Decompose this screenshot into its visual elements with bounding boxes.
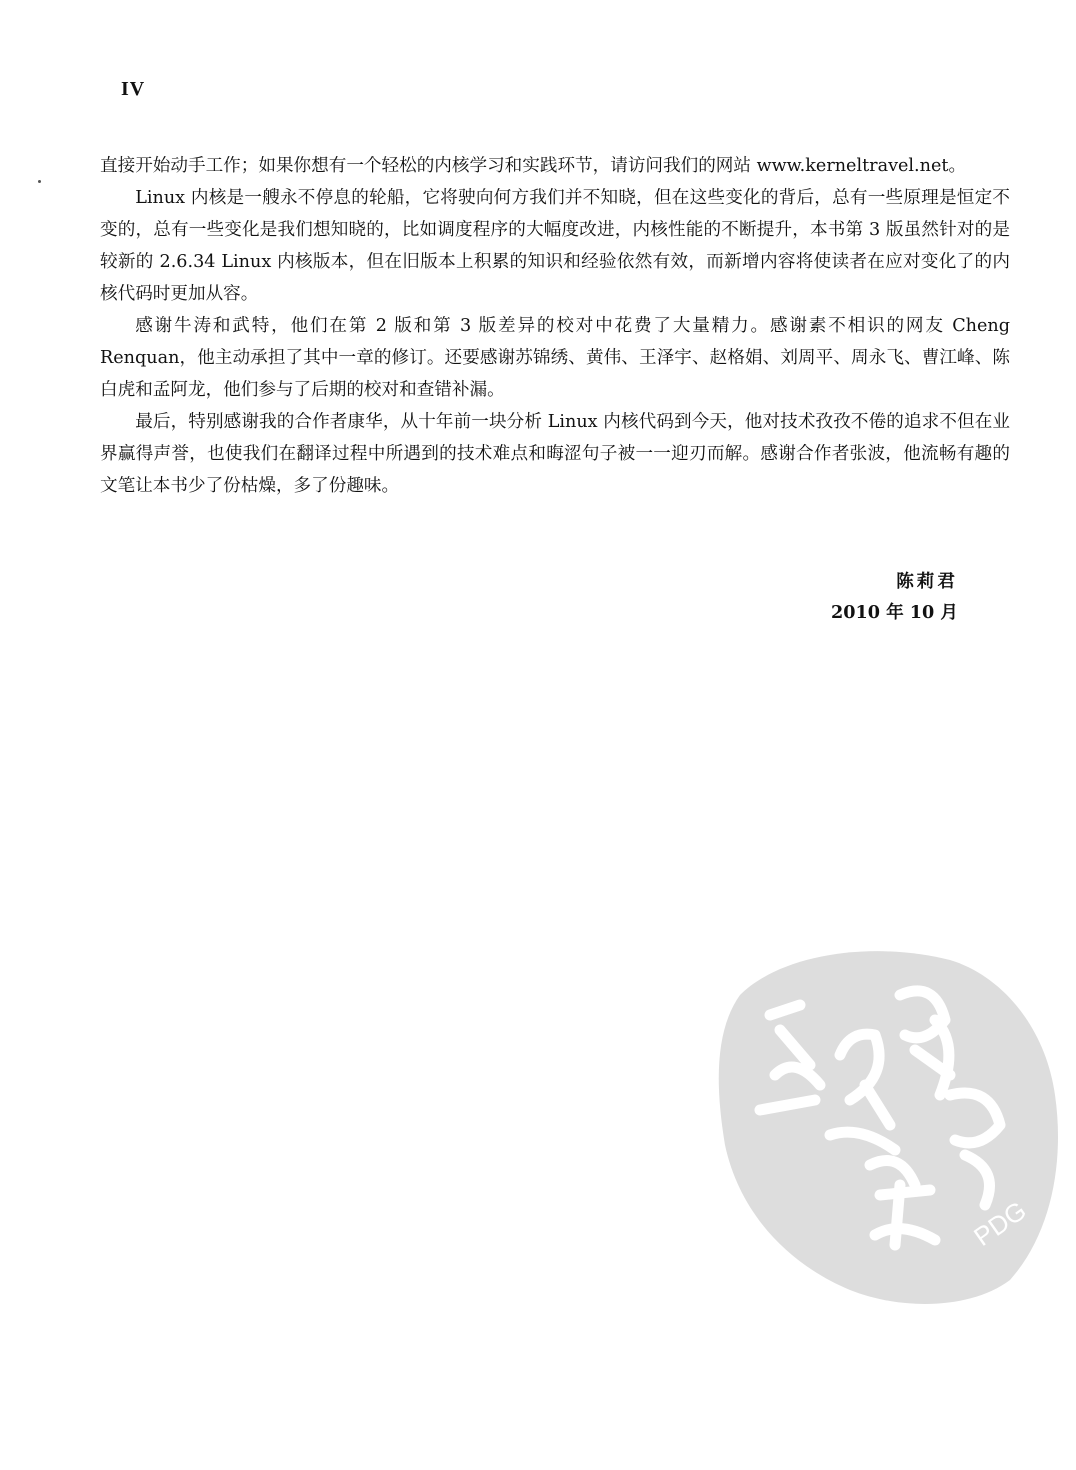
paragraph-3: 感谢牛涛和武特，他们在第 2 版和第 3 版差异的校对中花费了大量精力。感谢素不相识的网友 Cheng Renquan，他主动承担了其中一章的修订。还要感谢苏锦绣、黄伟、王泽宇、赵格娟、刘周平、周永飞、曹江峰、陈白虎和孟阿龙，他们参与了后期的校对和查错补漏。: [100, 316, 1010, 400]
signature-name: 陈莉君: [896, 571, 958, 592]
pdg-label: PDG: [968, 1195, 1032, 1252]
body-text: [100, 150, 1010, 502]
pdg-watermark-seal: [700, 935, 1070, 1315]
paragraph-1: 直接开始动手工作；如果你想有一个轻松的内核学习和实践环节，请访问我们的网站 www.kerneltravel.net。: [100, 156, 967, 176]
page-number: IV: [121, 78, 146, 100]
paragraph-2: Linux 内核是一艘永不停息的轮船，它将驶向何方我们并不知晓，但在这些变化的背后，总有一些原理是恒定不变的，总有一些变化是我们想知晓的，比如调度程序的大幅度改进，内核性能的不断提升，本书第 3 版虽然针对的是较新的 2.6.34 Linux 内核版本，但在旧版本上积累的知识和经验依然有效，而新增内容将使读者在应对变化了的内核代码时更加从容。: [100, 188, 1010, 304]
paragraph-4: 最后，特别感谢我的合作者康华，从十年前一块分析 Linux 内核代码到今天，他对技术孜孜不倦的追求不但在业界赢得声誉，也使我们在翻译过程中所遇到的技术难点和晦涩句子被一一迎刃而解。感谢合作者张波，他流畅有趣的文笔让本书少了份枯燥，多了份趣味。: [100, 412, 1010, 496]
signature-date: 2010 年 10 月: [830, 602, 958, 623]
signature-block: [831, 566, 958, 628]
scan-speck: [38, 180, 41, 183]
